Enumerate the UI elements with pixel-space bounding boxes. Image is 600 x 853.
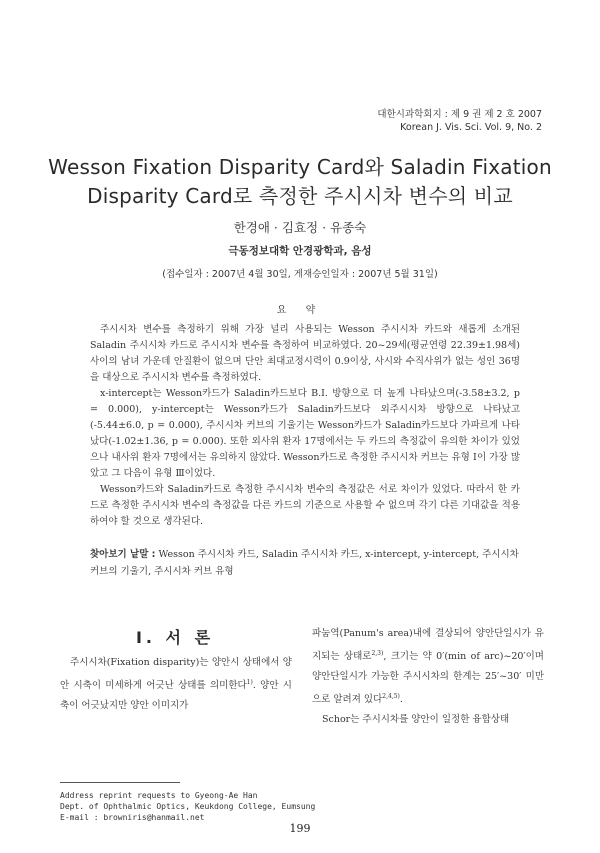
body-text: , 크기는 약 0′(min of arc)~20′이며 양안단일시가 가능한 주시시차의 한계는 25′~30′ 미만으로 알려져 있다 [312,651,544,706]
submission-dates: (접수일자 : 2007년 4월 30일, 게재승인일자 : 2007년 5월 31일) [162,269,438,280]
authors: 한경애 · 김효정 · 유종숙 [233,220,367,235]
page-number: 199 [289,822,311,835]
body-column-left [60,653,292,716]
journal-english: Korean J. Vis. Sci. Vol. 9, No. 2 [400,122,542,133]
abstract-heading: 요 약 [276,305,324,316]
body-text: . 양안 시축이 어긋났지만 양안 이미지가 [60,680,292,712]
reference-marker: 1) [246,679,253,686]
reference-marker: 2,3) [371,650,384,657]
abstract-paragraph-2: x-intercept는 Wesson카드가 Saladin카드보다 B.I. 방향으로 더 높게 나타났으며(-3.58±3.2, p = 0.000), y-intercept는 Wesson카드가 Saladin카드보다 외주시시차 방향으로 나타났고(-5.44±6.0, p = 0.000), 주시시차 커브의 기울기는 Wesson카드가 Saladin카드보다 가파르게 나타났다(-1.02±1.36, p = 0.000). 또한 외사위 환자 17명에서는 두 카드의 측정값이 유의한 차이가 있었으나 내사위 환자 7명에서는 유의하지 않았다. Wesson카드로 측정한 주시시차 커브는 유형 Ⅰ이 가장 많았고 그 다음이 유형 Ⅲ이었다. [90,388,520,479]
footnote-line: Dept. of Ophthalmic Optics, Keukdong College, Eumsung [60,802,316,811]
title-line-1: Wesson Fixation Disparity Card와 Saladin Fixation [48,155,552,179]
journal-korean: 대한시과학회지 : 제 9 권 제 2 호 2007 [377,109,542,120]
body-column-right [312,624,544,730]
section-heading-introduction: I. 서 론 [135,628,215,647]
footnote-email: E-mail : browniris@hanmail.net [60,813,205,822]
abstract-paragraph-3: Wesson카드와 Saladin카드로 측정한 주시시차 변수의 측정값은 서로 차이가 있었다. 따라서 한 카드로 측정한 주시시차 변수의 측정값을 다른 카드의 기준으로 사용할 수 없으며 각기 다른 기대값을 적용하여야 할 것으로 생각된다. [90,484,520,527]
keywords [90,546,520,580]
body-paragraph [312,624,544,710]
body-paragraph [60,653,292,716]
keywords-text: Wesson 주시시차 카드, Saladin 주시시차 카드, x-intercept, y-intercept, 주시시차 커브의 기울기, 주시시차 커브 유형 [90,549,519,577]
keywords-label: 찾아보기 낱말 : [90,549,156,560]
reference-marker: 2,4,5) [382,693,400,701]
footnote-line: Address reprint requests to Gyeong-Ae Han [60,791,258,800]
body-paragraph: Schor는 주시시차를 양안이 일정한 융합상태 [322,714,510,726]
body-text: 파눔역(Panum's area)내에 결상되어 양안단일시가 유지되는 상태로 [312,628,544,663]
footnote-divider [60,782,180,783]
affiliation: 극동정보대학 안경광학과, 음성 [228,245,372,257]
body-text: . [399,694,403,706]
title-line-2: Disparity Card로 측정한 주시시차 변수의 비교 [87,184,513,208]
journal-header [377,108,542,134]
paper-title [40,153,560,211]
abstract-paragraph-1: 주시시차 변수를 측정하기 위해 가장 널리 사용되는 Wesson 주시시차 카드와 새롭게 소개된 Saladin 주시시차 카드로 주시시차 변수를 측정하여 비교하였다. 20~29세(평균연령 22.39±1.98세) 사이의 남녀 가운데 안질환이 없으며 단안 최대교정시력이 0.9이상, 사시와 수직사위가 없는 성인 36명을 대상으로 주시시차 변수를 측정하였다. [90,324,520,383]
footnote [60,790,315,823]
body-text: 주시시차(Fixation disparity)는 양안시 상태에서 양안 시축이 미세하게 어긋난 상태를 의미한다 [60,657,292,692]
abstract [90,322,520,530]
